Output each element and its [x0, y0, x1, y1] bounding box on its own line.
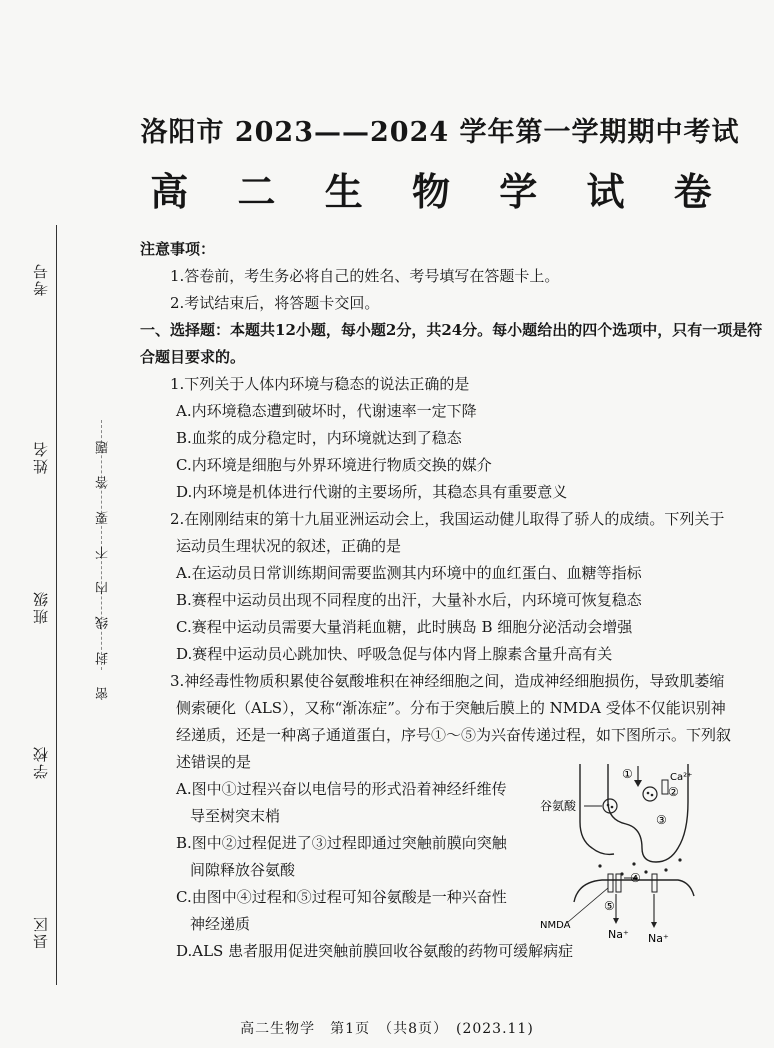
option-c: C.赛程中运动员需要大量消耗血糖，此时胰岛 B 细胞分泌活动会增强 [176, 618, 633, 636]
field-class: 班级 [32, 590, 50, 624]
option-d: D.赛程中运动员心跳加快、呼吸急促与体内肾上腺素含量升高有关 [176, 645, 613, 663]
notes-heading: 注意事项： [140, 240, 216, 258]
option-d: D.ALS 患者服用促进突触前膜回收谷氨酸的药物可缓解病症 [176, 942, 574, 960]
question-stem-cont: 经递质，还是一种离子通道蛋白，序号①～⑤为兴奋传递过程，如下图所示。下列叙 [176, 726, 732, 744]
page-footer: 高二生物学 第1页 （共8页） (2023.11) [240, 1021, 534, 1037]
option-c: C.由图中④过程和⑤过程可知谷氨酸是一种兴奋性 [176, 888, 507, 906]
vesicle-dot [611, 806, 614, 809]
label-nmda: NMDA [540, 920, 571, 931]
note-item: 2.考试结束后，将答题卡交回。 [170, 294, 380, 312]
label-n5: ⑤ [604, 899, 615, 913]
synapse-diagram [538, 762, 698, 962]
option-c-cont: 神经递质 [190, 915, 251, 933]
option-b: B.血浆的成分稳定时，内环境就达到了稳态 [176, 429, 462, 447]
option-b: B.图中②过程促进了③过程即通过突触前膜向突触 [176, 834, 507, 852]
option-a-cont: 导至树突末梢 [190, 807, 281, 825]
label-n3: ③ [656, 813, 667, 827]
transmitter-dot [644, 870, 647, 873]
section-heading: 一、选择题：本题共12小题，每小题2分，共24分。每小题给出的四个选项中，只有一项是符 [140, 321, 763, 339]
option-b-cont: 间隙释放谷氨酸 [190, 861, 296, 879]
question-2 [140, 506, 740, 668]
field-exam-number: 考号 [32, 262, 50, 296]
vesicle-dot [651, 794, 654, 797]
nmda-receptor [608, 874, 613, 892]
question-stem: 3.神经毒性物质积累使谷氨酸堆积在神经细胞之间，造成神经细胞损伤，导致肌萎缩 [170, 672, 725, 690]
option-c: C.内环境是细胞与外界环境进行物质交换的媒介 [176, 456, 492, 474]
transmitter-dot [664, 868, 667, 871]
binding-line [56, 225, 57, 985]
label-na-1: Na⁺ [608, 928, 629, 941]
section-heading-cont: 合题目要求的。 [140, 348, 246, 366]
vesicle [643, 787, 657, 801]
exam-title: 洛阳市 2023——2024 学年第一学期期中考试 [140, 117, 740, 148]
option-a: A.图中①过程兴奋以电信号的形式沿着神经纤维传 [176, 780, 507, 798]
question-1 [140, 371, 740, 506]
question-stem-cont: 侧索硬化（ALS），又称“渐冻症”。分布于突触后膜上的 NMDA 受体不仅能识别神 [176, 699, 726, 717]
arrow-na-head [651, 922, 657, 928]
field-school: 学校 [32, 745, 50, 779]
label-n1: ① [622, 767, 633, 781]
seal-notice: 密 封 线 内 不 要 答 题 [96, 432, 111, 700]
transmitter-dot [598, 864, 601, 867]
vesicle-dot [607, 804, 610, 807]
ion-channel [652, 874, 657, 892]
arrow-1-head [634, 780, 642, 787]
label-glutamate: 谷氨酸 [540, 799, 577, 813]
field-county: 县区 [32, 915, 50, 949]
field-name: 姓名 [32, 440, 50, 474]
question-stem-cont: 运动员生理状况的叙述，正确的是 [176, 537, 402, 555]
synapse-svg [538, 762, 698, 962]
label-n4: ④ [630, 871, 641, 885]
transmitter-dot [678, 858, 681, 861]
arrow-5-head [613, 918, 619, 924]
question-stem: 2.在刚刚结束的第十九届亚洲运动会上，我国运动健儿取得了骄人的成绩。下列关于 [170, 510, 725, 528]
binding-margin [0, 0, 130, 1048]
option-b: B.赛程中运动员出现不同程度的出汗，大量补水后，内环境可恢复稳态 [176, 591, 642, 609]
question-stem: 1.下列关于人体内环境与稳态的说法正确的是 [170, 375, 470, 393]
question-stem-cont: 述错误的是 [176, 753, 252, 771]
nmda-receptor [616, 874, 621, 892]
label-ca: Ca²⁺ [670, 772, 693, 783]
option-a: A.内环境稳态遭到破坏时，代谢速率一定下降 [176, 402, 477, 420]
option-a: A.在运动员日常训练期间需要监测其内环境中的血红蛋白、血糖等指标 [176, 564, 642, 582]
exam-subtitle: 高 二 生 物 学 试 卷 [150, 169, 730, 214]
option-d: D.内环境是机体进行代谢的主要场所，其稳态具有重要意义 [176, 483, 568, 501]
note-item: 1.答卷前，考生务必将自己的姓名、考号填写在答题卡上。 [170, 267, 560, 285]
transmitter-dot [632, 862, 635, 865]
vesicle-dot [647, 792, 650, 795]
label-na-2: Na⁺ [648, 932, 669, 945]
nmda-pointer [568, 888, 608, 922]
label-n2: ② [668, 785, 679, 799]
